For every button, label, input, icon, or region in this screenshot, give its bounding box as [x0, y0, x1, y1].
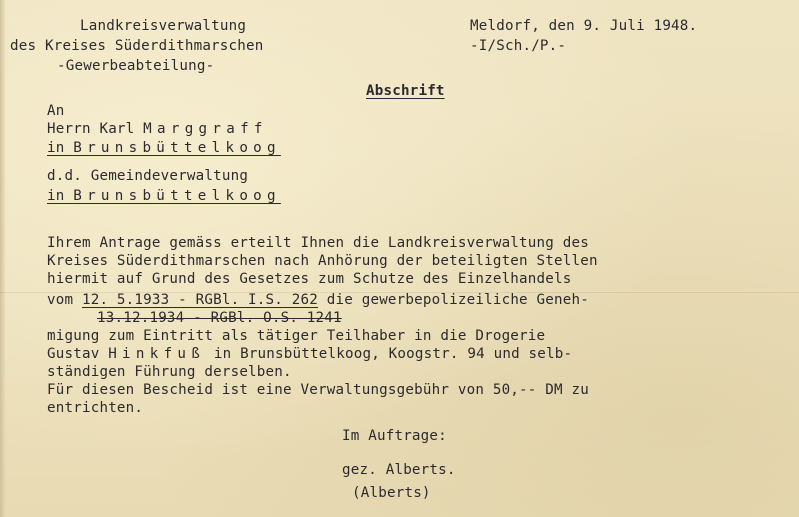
body-line-10: entrichten. — [47, 400, 144, 416]
recipient-surname: Marggraff — [143, 121, 268, 137]
body-line-8: ständigen Führung derselben. — [47, 364, 292, 380]
closing-in-auftrage: Im Auftrage: — [342, 428, 447, 444]
body-line-2: Kreises Süderdithmarschen nach Anhörung der beteiligten Stellen — [47, 253, 598, 269]
recipient-town-prefix: in — [47, 140, 74, 156]
page-edge — [0, 0, 6, 517]
body-line-7 — [47, 346, 572, 362]
recipient-via-town-prefix: in — [47, 188, 74, 204]
recipient-name-prefix: Herrn Karl — [47, 121, 144, 137]
recipient-name — [47, 121, 268, 137]
authority-line-3: -Gewerbeabteilung- — [57, 58, 215, 74]
authority-line-2: des Kreises Süderdithmarschen — [10, 38, 264, 54]
closing-name: (Alberts) — [352, 485, 431, 501]
body-line-4 — [47, 292, 589, 308]
body-line-1: Ihrem Antrage gemäss erteilt Ihnen die Landkreisverwaltung des — [47, 235, 589, 251]
body-line-3: hiermit auf Grund des Gesetzes zum Schutze des Einzelhandels — [47, 271, 572, 287]
recipient-via-town-name: Brunsbüttelkoog — [73, 188, 281, 204]
reference-code: -I/Sch./P.- — [470, 38, 567, 54]
recipient-an: An — [47, 103, 65, 119]
body-line-9: Für diesen Bescheid ist eine Verwaltungsgebühr von 50,-- DM zu — [47, 382, 589, 398]
recipient-via: d.d. Gemeindeverwaltung — [47, 168, 249, 184]
authority-line-1: Landkreisverwaltung — [80, 18, 247, 34]
document-title: Abschrift — [366, 83, 445, 99]
closing-signed: gez. Alberts. — [342, 462, 456, 478]
body-line-4-suffix: die gewerbepolizeiliche Geneh- — [318, 292, 589, 308]
body-line-4-reference: 12. 5.1933 - RGBl. I.S. 262 — [81, 292, 318, 308]
body-line-7-name: Hinkfuß — [108, 346, 206, 362]
place-date: Meldorf, den 9. Juli 1948. — [470, 18, 698, 34]
body-line-4-prefix: vom — [47, 292, 82, 308]
recipient-town-name: Brunsbüttelkoog — [73, 140, 281, 156]
recipient-town — [47, 140, 281, 156]
recipient-via-town — [47, 188, 281, 204]
body-line-7-suffix: in Brunsbüttelkoog, Koogstr. 94 und selb- — [205, 346, 573, 362]
body-line-5-reference: 13.12.1934 - RGBl. O.S. 1241 — [97, 310, 342, 326]
body-line-6: migung zum Eintritt als tätiger Teilhaber in die Drogerie — [47, 328, 546, 344]
body-line-7-prefix: Gustav — [47, 346, 109, 362]
